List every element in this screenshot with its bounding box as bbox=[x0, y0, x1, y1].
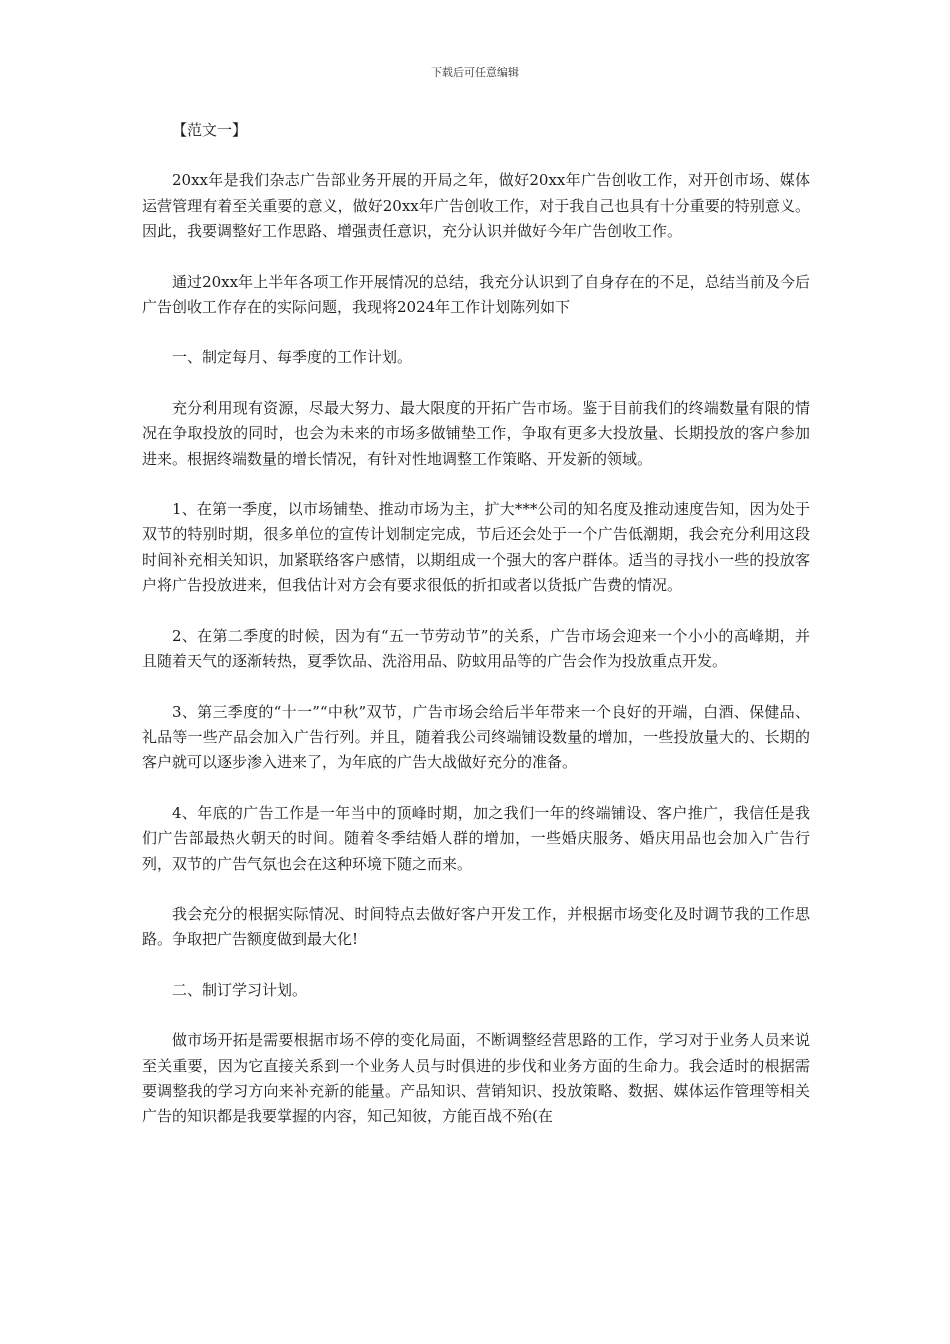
section-heading-fanwen: 【范文一】 bbox=[172, 121, 248, 139]
paragraph: 2、在第二季度的时候，因为有“五一节劳动节”的关系，广告市场会迎来一个小小的高峰期，并且随着天气的逐渐转热，夏季饮品、洗浴用品、防蚊用品等的广告会作为投放重点开发。 bbox=[142, 626, 810, 671]
paragraph: 充分利用现有资源，尽最大努力、最大限度的开拓广告市场。鉴于目前我们的终端数量有限的情况在争取投放的同时，也会为未来的市场多做铺垫工作，争取有更多大投放量、长期投放的客户参加进来。根据终端数量的增长情况，有针对性地调整工作策略、开发新的领域。 bbox=[142, 398, 810, 468]
paragraph: 20xx年是我们杂志广告部业务开展的开局之年，做好20xx年广告创收工作，对开创市场、媒体运营管理有着至关重要的意义，做好20xx年广告创收工作，对于我自己也具有十分重要的特别意义。因此，我要调整好工作思路、增强责任意识，充分认识并做好今年广告创收工作。 bbox=[142, 171, 810, 241]
document-body bbox=[142, 118, 810, 1155]
page-header: 下载后可任意编辑 bbox=[431, 66, 519, 79]
paragraph: 通过20xx年上半年各项工作开展情况的总结，我充分认识到了自身存在的不足，总结当前及今后广告创收工作存在的实际问题，我现将2024年工作计划陈列如下 bbox=[142, 272, 810, 317]
paragraph: 1、在第一季度，以市场铺垫、推动市场为主，扩大***公司的知名度及推动速度告知，因为处于双节的特别时期，很多单位的宣传计划制定完成，节后还会处于一个广告低潮期，我会充分利用这段时间补充相关知识，加紧联络客户感情，以期组成一个强大的客户群体。适当的寻找小一些的投放客户将广告投放进来，但我估计对方会有要求很低的折扣或者以货抵广告费的情况。 bbox=[142, 500, 810, 595]
paragraph: 我会充分的根据实际情况、时间特点去做好客户开发工作，并根据市场变化及时调节我的工作思路。争取把广告额度做到最大化! bbox=[142, 904, 810, 949]
paragraph: 4、年底的广告工作是一年当中的顶峰时期，加之我们一年的终端铺设、客户推广，我信任是我们广告部最热火朝天的时间。随着冬季结婚人群的增加，一些婚庆服务、婚庆用品也会加入广告行列，双节的广告气氛也会在这种环境下随之而来。 bbox=[142, 803, 810, 873]
section-heading-1: 一、制定每月、每季度的工作计划。 bbox=[172, 348, 413, 367]
paragraph: 做市场开拓是需要根据市场不停的变化局面，不断调整经营思路的工作，学习对于业务人员来说至关重要，因为它直接关系到一个业务人员与时俱进的步伐和业务方面的生命力。我会适时的根据需要调整我的学习方向来补充新的能量。产品知识、营销知识、投放策略、数据、媒体运作管理等相关广告的知识都是我要掌握的内容，知己知彼，方能百战不殆(在 bbox=[142, 1031, 810, 1126]
paragraph: 3、第三季度的“十一”“中秋”双节，广告市场会给后半年带来一个良好的开端，白酒、保健品、礼品等一些产品会加入广告行列。并且，随着我公司终端铺设数量的增加，一些投放量大的、长期的客户就可以逐步渗入进来了，为年底的广告大战做好充分的准备。 bbox=[142, 702, 810, 772]
section-heading-2: 二、制订学习计划。 bbox=[172, 980, 308, 999]
